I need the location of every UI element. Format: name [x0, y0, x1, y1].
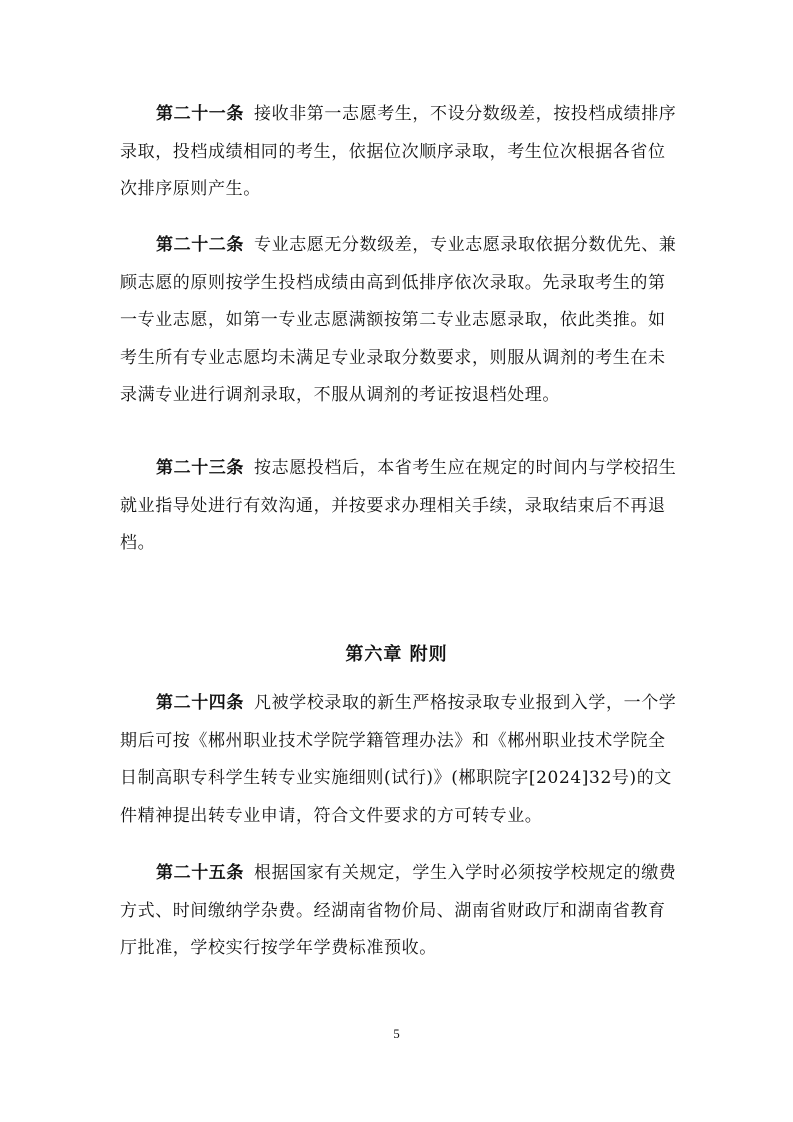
article-text: 凡被学校录取的新生严格按录取专业报到入学，一个学期后可按《郴州职业技术学院学籍管理办法》和《郴州职业技术学院全日制高职专科学生转专业实施细则(试行)》(郴职院字[2024]32号)的文件精神提出转专业申请，符合文件要求的方可转专业。 [120, 693, 677, 826]
article-22 [120, 227, 680, 415]
article-number: 第二十三条 [156, 458, 244, 478]
article-21 [120, 96, 680, 209]
article-text: 按志愿投档后，本省考生应在规定的时间内与学校招生就业指导处进行有效沟通，并按要求办理相关手续，录取结束后不再退档。 [120, 458, 677, 553]
article-text: 接收非第一志愿考生，不设分数级差，按投档成绩排序录取，投档成绩相同的考生，依据位次顺序录取，考生位次根据各省位次排序原则产生。 [120, 104, 677, 199]
article-number: 第二十四条 [156, 693, 244, 713]
article-text: 根据国家有关规定，学生入学时必须按学校规定的缴费方式、时间缴纳学杂费。经湖南省物价局、湖南省财政厅和湖南省教育厅批准，学校实行按学年学费标准预收。 [120, 863, 677, 958]
article-number: 第二十一条 [156, 104, 244, 124]
article-number: 第二十二条 [156, 235, 244, 255]
chapter-title: 第六章 附则 [345, 644, 448, 665]
article-number: 第二十五条 [156, 863, 244, 883]
page-number: 5 [393, 1026, 400, 1041]
article-23 [120, 450, 680, 563]
article-25 [120, 855, 680, 968]
article-24 [120, 685, 680, 835]
article-text: 专业志愿无分数级差，专业志愿录取依据分数优先、兼顾志愿的原则按学生投档成绩由高到低排序依次录取。先录取考生的第一专业志愿，如第一专业志愿满额按第二专业志愿录取，依此类推。如考生所有专业志愿均未满足专业录取分数要求，则服从调剂的考生在未录满专业进行调剂录取，不服从调剂的考证按退档处理。 [120, 235, 677, 405]
